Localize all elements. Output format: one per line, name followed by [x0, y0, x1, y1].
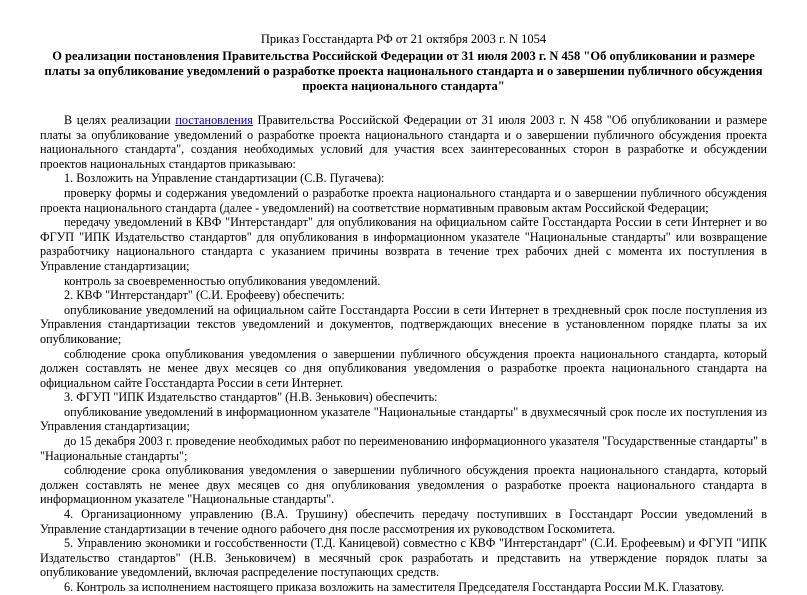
item-6: 6. Контроль за исполнением настоящего приказа возложить на заместителя Председателя Госстандарта России М.К. Глазатову. — [64, 580, 725, 594]
intro-text-before: В целях реализации — [64, 113, 176, 127]
item-1: 1. Возложить на Управление стандартизации (С.В. Пугачева): — [64, 171, 385, 186]
resolution-link[interactable]: постановления — [175, 113, 253, 127]
item-3c: соблюдение срока опубликования уведомления о завершении публичного обсуждения проекта национального стандарта, который должен составлять не менее двух месяцев со дня опубликования уведомления о разработке проекта национального стандарта в информационном указателе "Национальные стандарты". — [40, 463, 767, 507]
item-2b: соблюдение срока опубликования уведомления о завершении публичного обсуждения проекта национального стандарта, который должен составлять не менее двух месяцев со дня опубликования уведомления о разработке проекта национального стандарта на официальном сайте Госстандарта России в сети Интернет. — [40, 346, 767, 390]
document-page — [40, 32, 767, 595]
item-2: 2. КВФ "Интерстандарт" (С.И. Ерофееву) обеспечить: — [64, 288, 345, 303]
document-title: Приказ Госстандарта РФ от 21 октября 2003 г. N 1054 — [260, 32, 547, 46]
item-1c: контроль за своевременностью опубликования уведомлений. — [64, 273, 381, 288]
item-4: 4. Организационному управлению (В.А. Трушину) обеспечить передачу поступивших в Госстандарт России уведомлений в Управление стандартизации в течение одного рабочего дня после рассмотрения их руководством Госкомитета. — [40, 507, 767, 536]
document-heading: О реализации постановления Правительства Российской Федерации от 31 июля 2003 г. N 458 "Об опубликовании и размере платы за опубликование уведомлений о разработке проекта национального стандарта и о завершении публичного обсуждения проекта национального стандарта" — [44, 49, 763, 93]
item-3b: до 15 декабря 2003 г. проведение необходимых работ по переименованию информационного указателя "Государственные стандарты" в "Национальные стандарты"; — [40, 434, 767, 463]
document-body — [40, 113, 767, 595]
item-5: 5. Управлению экономики и госсобственности (Т.Д. Каницевой) совместно с КВФ "Интерстандарт" (С.И. Ерофеевым) и ФГУП "ИПК Издательство стандартов" (Н.В. Зеньковичем) в месячный срок разработать и представить на утверждение порядок платы за опубликование уведомлений, включая распределение поступающих средств. — [40, 536, 767, 580]
item-1a: проверку формы и содержания уведомлений о разработке проекта национального стандарта и о завершении публичного обсуждения проекта национального стандарта (далее - уведомлений) на соответствие нормативным правовым актам Российской Федерации; — [40, 185, 767, 215]
item-1b: передачу уведомлений в КВФ "Интерстандарт" для опубликования на официальном сайте Госстандарта России в сети Интернет и во ФГУП "ИПК Издательство стандартов" для опубликования в информационном указателе "Национальные стандарты" или возвращение разработчику национального стандарта с указанием причины возврата в течение трех рабочих дней с момента их поступления в Управление стандартизации; — [40, 215, 767, 273]
intro-text-after: Правительства Российской Федерации от 31 июля 2003 г. N 458 "Об опубликовании и размере платы за опубликование уведомлений о разработке проекта национального стандарта и о завершении публичного обсуждения проекта национального стандарта", создания необходимых условий для участия всех заинтересованных сторон в разработке и обсуждении проектов национальных стандартов приказываю: — [40, 113, 768, 171]
intro-paragraph — [40, 113, 767, 171]
item-3a: опубликование уведомлений в информационном указателе "Национальные стандарты" в двухмесячный срок после их поступления из Управления стандартизации; — [40, 404, 767, 434]
item-3: 3. ФГУП "ИПК Издательство стандартов" (Н.В. Зенькович) обеспечить: — [64, 390, 438, 405]
item-2a: опубликование уведомлений на официальном сайте Госстандарта России в сети Интернет в трехдневный срок после поступления из Управления стандартизации текстов уведомлений и документов, подтверждающих внесение в установленном порядке платы за их опубликование; — [40, 302, 767, 346]
